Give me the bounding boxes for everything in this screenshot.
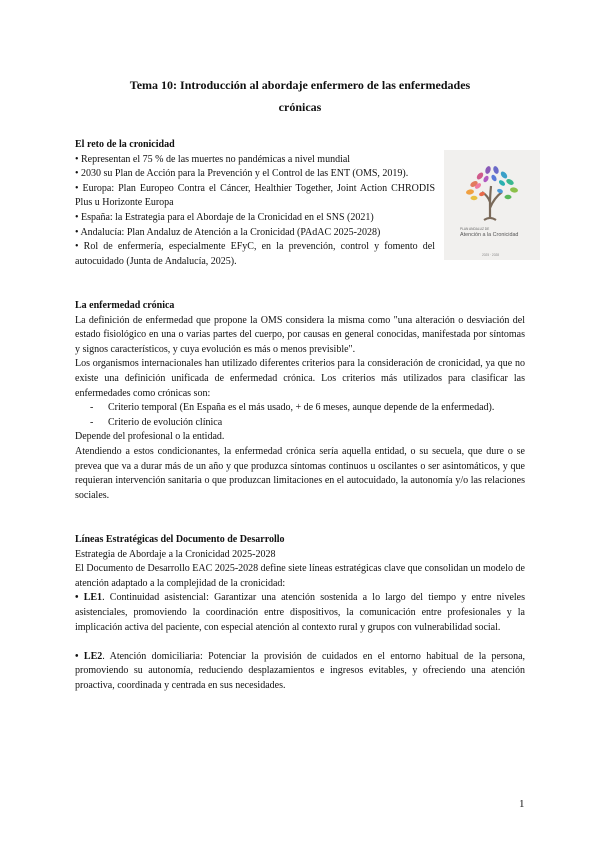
spacer <box>75 635 525 650</box>
bullet-item: • 2030 su Plan de Acción para la Prevención y el Control de las ENT (OMS, 2019). <box>75 168 409 180</box>
section-lineas-estrategicas <box>75 533 525 694</box>
section-reto-cronicidad <box>75 138 435 269</box>
page-number: 1 <box>519 798 525 810</box>
tree-logo-icon <box>444 150 540 260</box>
title-line-2: crónicas <box>278 100 322 114</box>
section-enfermedad-cronica <box>75 299 525 503</box>
paragraph: La definición de enfermedad que propone la OMS considera la misma como "una alteración o desviación del estado fisiológico en una o varias partes del cuerpo, por causas en general conocidas, manifestada por síntomas y signos característicos, y cuya evolución es más o menos previsible". <box>75 314 525 355</box>
dash-list-item: - Criterio de evolución clínica <box>90 416 223 428</box>
paragraph: Los organismos internacionales han utilizado diferentes criterios para la consideración de cronicidad, ya que no existe una definición unificada de enfermedad crónica. Los criterios más utilizados para clasificar las enfermedades como crónicas son: <box>75 358 525 399</box>
section-heading: Líneas Estratégicas del Documento de Desarrollo <box>75 534 285 545</box>
logo-years-text: 2025 · 2028 <box>482 253 500 257</box>
le2-label: • LE2 <box>75 650 103 662</box>
logo-small-text: PLAN ANDALUZ DE <box>460 227 490 231</box>
padac-logo <box>444 150 540 260</box>
le2-paragraph: • LE2. Atención domiciliaria: Potenciar la provisión de cuidados en el entorno habitual de la persona, promoviendo su autonomía, reduciendo desplazamientos e ingresos evitables, y ofreciendo una atención proactiva, coordinada y centrada en sus necesidades. <box>75 650 526 691</box>
le1-paragraph: • LE1. Continuidad asistencial: Garantizar una atención sostenida a lo largo del tiempo y entre niveles asistenciales, promoviendo la coordinación entre dispositivos, la comunicación entre profesionales y la implicación activa del paciente, con especial atención al contexto rural y grupos con vulnerabilidad social. <box>75 592 525 633</box>
paragraph: Depende del profesional o la entidad. <box>75 431 225 443</box>
bullet-item: • Andalucía: Plan Andaluz de Atención a la Cronicidad (PAdAC 2025-2028) <box>75 226 381 238</box>
bullet-item: • Rol de enfermería, especialmente EFyC, en la prevención, control y fomento del autocuidado (Junta de Andalucía, 2025). <box>75 241 435 267</box>
logo-main-text: Atención a la Cronicidad <box>460 232 519 238</box>
bullet-item: • España: la Estrategia para el Abordaje de la Cronicidad en el SNS (2021) <box>75 211 374 223</box>
document-title <box>75 74 525 118</box>
dash-list-item: - Criterio temporal (En España es el más usado, + de 6 meses, aunque depende de la enfermedad). <box>90 402 495 414</box>
paragraph: El Documento de Desarrollo EAC 2025-2028 define siete líneas estratégicas clave que consolidan un modelo de atención adaptado a la complejidad de la cronicidad: <box>75 563 525 589</box>
title-line-1: Tema 10: Introducción al abordaje enfermero de las enfermedades <box>129 78 471 92</box>
section-subtitle: Estrategia de Abordaje a la Cronicidad 2025-2028 <box>75 548 276 560</box>
section-heading: La enfermedad crónica <box>75 300 175 311</box>
bullet-item: • Europa: Plan Europeo Contra el Cáncer, Healthier Together, Joint Action CHRODIS Plus u Horizonte Europa <box>75 182 435 209</box>
section-heading: El reto de la cronicidad <box>75 139 175 150</box>
paragraph: Atendiendo a estos condicionantes, la enfermedad crónica sería aquella entidad, o su secuela, que dure o se prevea que va a durar más de un año y que produzca síntomas continuos u oscilantes o ser asintomáticos, y que requieran intervención sanitaria o que produzcan limitaciones en el autocuidado, la autonomía y/o las relaciones sociales. <box>75 445 525 501</box>
le1-label: • LE1 <box>75 592 103 604</box>
bullet-item: • Representan el 75 % de las muertes no pandémicas a nivel mundial <box>75 153 351 165</box>
